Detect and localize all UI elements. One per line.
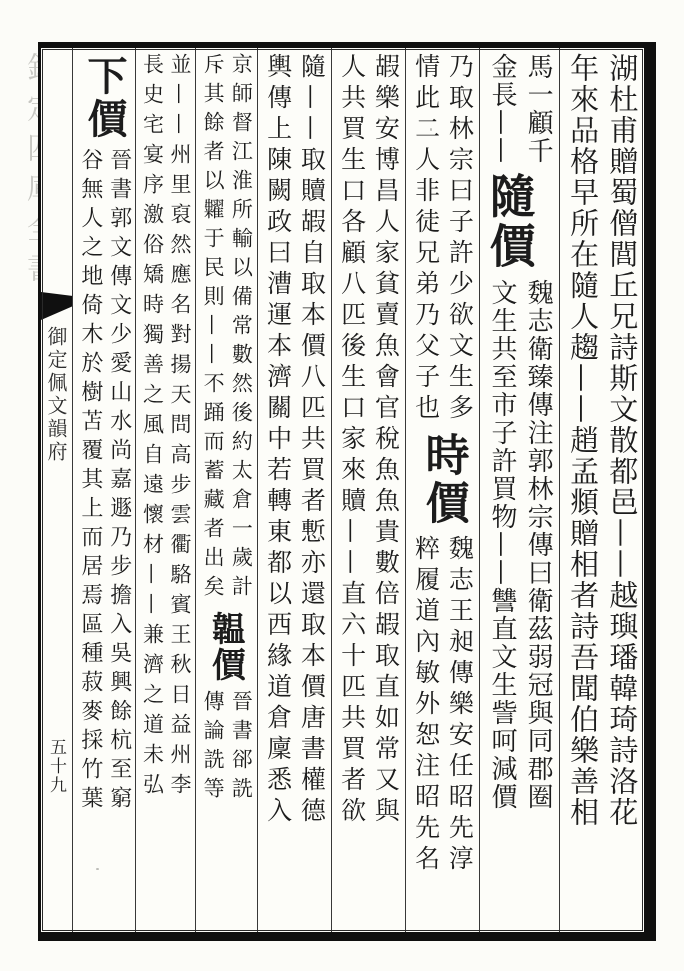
- citation-line-right: 嘏樂安博昌人家貧賣魚會官稅魚魚貴數倍嘏取直如常又與: [371, 53, 401, 828]
- citation-block: [406, 535, 479, 876]
- citation-line-left: 粹履道內敏外恕注昭先名: [411, 535, 441, 876]
- citation-block: [136, 53, 195, 803]
- citation-line-left: 斥其餘者以糶于民則——不踊而蓄藏者出矣: [201, 53, 226, 604]
- entry-headword: 韞價: [205, 611, 246, 683]
- text-column: [331, 48, 405, 932]
- text-column: [479, 48, 559, 932]
- citation-line-left: 情此二人非徒兄弟乃父子也: [411, 53, 441, 425]
- citation-block: [480, 53, 559, 165]
- citation-block: [560, 53, 645, 828]
- citation-line-right: 並——州里裒然應名對揚天問高步雲衢駱賓王秋日益州李: [168, 53, 192, 803]
- scan-speckle: [236, 356, 239, 359]
- spine-fold-mark: [41, 292, 72, 320]
- scan-speckle: [96, 868, 99, 870]
- citation-line-right: 魏志王昶傳樂安任昭先淳: [445, 535, 475, 876]
- citation-block: [73, 148, 135, 815]
- text-column: [405, 48, 479, 932]
- entry-headword: 下價: [81, 55, 128, 141]
- citation-line-left: 人共買生口各顧八匹後生口家來贖——直六十匹共買者欲: [337, 53, 367, 828]
- entry-headword: 時價: [417, 432, 469, 528]
- text-columns: [72, 48, 645, 932]
- text-column: [135, 48, 195, 932]
- citation-line-right: 湖杜甫贈蜀僧閭丘兄詩斯文散都邑——越璵璠韓琦詩洛花: [605, 53, 640, 828]
- citation-line-right: 京師督江淮所輸以備常數然後約太倉一歲計: [229, 53, 254, 604]
- citation-line-left: 長史宅宴序激俗矯時獨善之風自遠懷材——兼濟之道未弘: [140, 53, 165, 803]
- citation-line-right: 魏志衛臻傳注郭林宗傳曰衛茲弱冠與同郡圈: [523, 279, 554, 811]
- citation-block: [196, 690, 257, 806]
- citation-line-right: 馬一顧千: [523, 53, 554, 165]
- page-frame: [38, 42, 656, 941]
- text-column: [559, 48, 645, 932]
- spine-column: [41, 48, 72, 932]
- citation-line-left: 金長——: [487, 53, 518, 165]
- text-column: [72, 48, 135, 932]
- citation-block: [332, 53, 405, 828]
- book-title: 御定佩文韻府: [44, 326, 68, 464]
- citation-line-left: 文生共至市子許買物——讐直文生訾呵減價: [487, 279, 518, 811]
- citation-line-left: 年來品格早所在隨人趨——趙孟頫贈相者詩吾聞伯樂善相: [566, 53, 601, 828]
- citation-block: [196, 53, 257, 604]
- citation-block: [480, 279, 559, 811]
- citation-line-right: 隨——取贖嘏自取本價八匹共買者慙亦還取本價唐書權德: [297, 53, 327, 828]
- citation-block: [406, 53, 479, 425]
- citation-line-right: 乃取林宗曰子許少欲文生多: [445, 53, 475, 425]
- citation-line-left: 輿傳上陳闕政曰漕運本濟關中若轉東都以西緣道倉廩悉入: [263, 53, 293, 828]
- text-column: [257, 48, 331, 932]
- citation-line-right: 晉書郭文傳文少愛山水尚嘉遯乃步擔入吳興餘杭至窮: [106, 148, 132, 815]
- citation-line-left: 傳論詵等: [201, 690, 226, 806]
- entry-headword: 隨價: [482, 172, 537, 272]
- citation-line-left: 谷無人之地倚木於樹苫覆其上而居焉區種菽麥採竹葉: [77, 148, 103, 815]
- citation-line-right: 晉書郤詵: [229, 690, 254, 806]
- citation-block: [258, 53, 331, 828]
- page-number: 五十九: [46, 738, 66, 795]
- scan-speckle: [430, 128, 432, 131]
- text-column: [195, 48, 257, 932]
